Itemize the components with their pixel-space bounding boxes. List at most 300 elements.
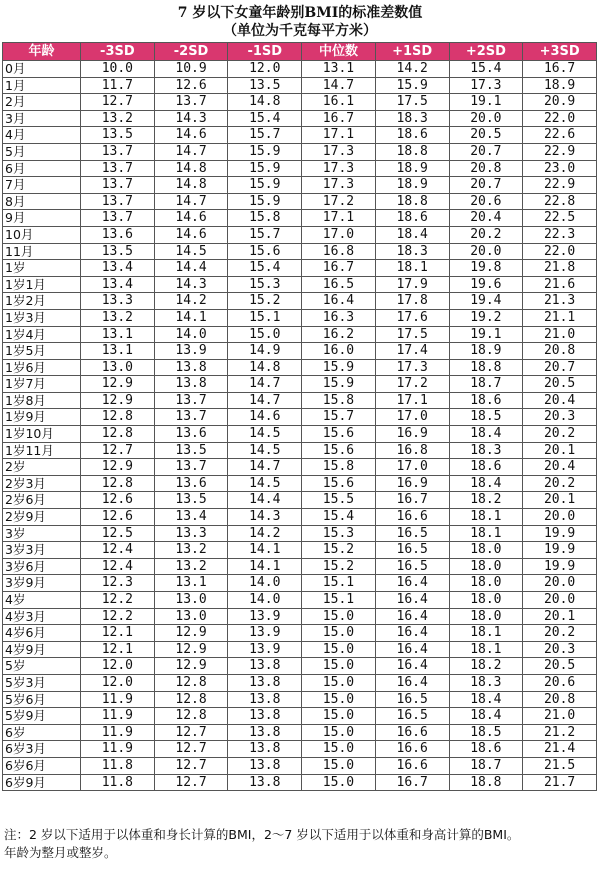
minus1sd-cell: 14.0 — [228, 575, 302, 592]
minus2sd-cell: 13.2 — [154, 542, 228, 559]
table-body — [3, 61, 597, 791]
age-cell: 2岁3月 — [3, 475, 81, 492]
plus3sd-cell: 19.9 — [523, 525, 597, 542]
minus3sd-cell: 12.6 — [81, 509, 155, 526]
minus3sd-cell: 13.4 — [81, 260, 155, 277]
median-cell: 16.0 — [302, 343, 376, 360]
plus1sd-cell: 17.6 — [375, 309, 449, 326]
header-plus2sd: +2SD — [449, 43, 523, 61]
table-row — [3, 558, 597, 575]
minus3sd-cell: 12.0 — [81, 674, 155, 691]
plus3sd-cell: 19.9 — [523, 558, 597, 575]
plus1sd-cell: 17.2 — [375, 376, 449, 393]
plus3sd-cell: 22.0 — [523, 243, 597, 260]
minus3sd-cell: 12.2 — [81, 592, 155, 609]
minus3sd-cell: 13.2 — [81, 309, 155, 326]
plus2sd-cell: 18.6 — [449, 741, 523, 758]
minus2sd-cell: 13.5 — [154, 492, 228, 509]
plus2sd-cell: 19.1 — [449, 326, 523, 343]
plus2sd-cell: 18.0 — [449, 542, 523, 559]
plus2sd-cell: 19.8 — [449, 260, 523, 277]
footnote-line-1: 注：2 岁以下适用于以体重和身长计算的BMI，2～7 岁以下适用于以体重和身高计算的BMI。 — [4, 827, 520, 842]
plus2sd-cell: 20.5 — [449, 127, 523, 144]
minus2sd-cell: 13.6 — [154, 475, 228, 492]
plus2sd-cell: 20.8 — [449, 160, 523, 177]
minus1sd-cell: 15.9 — [228, 177, 302, 194]
minus3sd-cell: 11.8 — [81, 774, 155, 791]
plus1sd-cell: 18.8 — [375, 193, 449, 210]
age-cell: 6岁9月 — [3, 774, 81, 791]
median-cell: 15.9 — [302, 376, 376, 393]
age-cell: 1岁9月 — [3, 409, 81, 426]
minus3sd-cell: 11.9 — [81, 708, 155, 725]
median-cell: 15.7 — [302, 409, 376, 426]
age-cell: 1岁6月 — [3, 359, 81, 376]
plus1sd-cell: 17.5 — [375, 326, 449, 343]
minus1sd-cell: 14.8 — [228, 359, 302, 376]
minus2sd-cell: 14.6 — [154, 127, 228, 144]
minus3sd-cell: 12.2 — [81, 608, 155, 625]
median-cell: 17.2 — [302, 193, 376, 210]
plus2sd-cell: 18.4 — [449, 691, 523, 708]
table-row — [3, 94, 597, 111]
minus2sd-cell: 13.2 — [154, 558, 228, 575]
plus2sd-cell: 18.1 — [449, 625, 523, 642]
minus3sd-cell: 13.4 — [81, 276, 155, 293]
age-cell: 6岁3月 — [3, 741, 81, 758]
plus1sd-cell: 18.9 — [375, 177, 449, 194]
minus2sd-cell: 14.4 — [154, 260, 228, 277]
page-subtitle-unit: （单位为千克每平方米） — [223, 23, 377, 39]
minus2sd-cell: 14.8 — [154, 160, 228, 177]
median-cell: 15.8 — [302, 392, 376, 409]
minus3sd-cell: 12.1 — [81, 625, 155, 642]
minus1sd-cell: 13.9 — [228, 641, 302, 658]
plus1sd-cell: 16.5 — [375, 708, 449, 725]
age-cell: 5岁3月 — [3, 674, 81, 691]
table-header-row — [3, 43, 597, 61]
table-row — [3, 110, 597, 127]
table-row — [3, 757, 597, 774]
plus1sd-cell: 14.2 — [375, 61, 449, 78]
table-row — [3, 608, 597, 625]
plus3sd-cell: 20.6 — [523, 674, 597, 691]
minus1sd-cell: 14.1 — [228, 542, 302, 559]
minus3sd-cell: 11.9 — [81, 724, 155, 741]
age-cell: 1岁1月 — [3, 276, 81, 293]
table-row — [3, 525, 597, 542]
minus1sd-cell: 15.9 — [228, 160, 302, 177]
minus2sd-cell: 12.7 — [154, 741, 228, 758]
minus2sd-cell: 12.7 — [154, 774, 228, 791]
minus3sd-cell: 12.5 — [81, 525, 155, 542]
minus3sd-cell: 11.9 — [81, 691, 155, 708]
minus3sd-cell: 12.7 — [81, 94, 155, 111]
plus2sd-cell: 18.0 — [449, 575, 523, 592]
age-cell: 1岁3月 — [3, 309, 81, 326]
age-cell: 7月 — [3, 177, 81, 194]
plus1sd-cell: 18.6 — [375, 127, 449, 144]
minus2sd-cell: 14.1 — [154, 309, 228, 326]
minus2sd-cell: 14.5 — [154, 243, 228, 260]
minus2sd-cell: 13.1 — [154, 575, 228, 592]
median-cell: 15.3 — [302, 525, 376, 542]
minus1sd-cell: 14.1 — [228, 558, 302, 575]
age-cell: 3岁6月 — [3, 558, 81, 575]
minus2sd-cell: 12.7 — [154, 757, 228, 774]
minus3sd-cell: 12.8 — [81, 426, 155, 443]
minus2sd-cell: 14.3 — [154, 276, 228, 293]
minus3sd-cell: 13.5 — [81, 127, 155, 144]
plus2sd-cell: 18.5 — [449, 409, 523, 426]
plus2sd-cell: 19.6 — [449, 276, 523, 293]
age-cell: 5月 — [3, 143, 81, 160]
plus3sd-cell: 20.3 — [523, 409, 597, 426]
table-row — [3, 376, 597, 393]
median-cell: 15.9 — [302, 359, 376, 376]
bmi-sd-table — [2, 42, 597, 791]
plus3sd-cell: 20.2 — [523, 426, 597, 443]
plus2sd-cell: 20.4 — [449, 210, 523, 227]
minus2sd-cell: 14.6 — [154, 226, 228, 243]
minus2sd-cell: 10.9 — [154, 61, 228, 78]
minus1sd-cell: 15.9 — [228, 193, 302, 210]
median-cell: 15.0 — [302, 741, 376, 758]
plus3sd-cell: 21.8 — [523, 260, 597, 277]
minus3sd-cell: 12.9 — [81, 376, 155, 393]
plus1sd-cell: 15.9 — [375, 77, 449, 94]
median-cell: 15.0 — [302, 674, 376, 691]
minus2sd-cell: 13.7 — [154, 459, 228, 476]
minus1sd-cell: 13.8 — [228, 674, 302, 691]
minus3sd-cell: 12.7 — [81, 442, 155, 459]
page-title: 7 岁以下女童年龄别BMI的标准差数值 — [177, 5, 423, 21]
table-row — [3, 61, 597, 78]
plus1sd-cell: 17.3 — [375, 359, 449, 376]
table-row — [3, 243, 597, 260]
age-cell: 10月 — [3, 226, 81, 243]
minus2sd-cell: 14.7 — [154, 143, 228, 160]
plus1sd-cell: 17.8 — [375, 293, 449, 310]
median-cell: 16.5 — [302, 276, 376, 293]
plus2sd-cell: 19.1 — [449, 94, 523, 111]
plus3sd-cell: 21.6 — [523, 276, 597, 293]
plus1sd-cell: 16.4 — [375, 658, 449, 675]
median-cell: 17.1 — [302, 127, 376, 144]
plus3sd-cell: 20.1 — [523, 442, 597, 459]
plus1sd-cell: 18.4 — [375, 226, 449, 243]
minus3sd-cell: 12.6 — [81, 492, 155, 509]
age-cell: 6月 — [3, 160, 81, 177]
plus1sd-cell: 16.6 — [375, 724, 449, 741]
minus3sd-cell: 13.1 — [81, 343, 155, 360]
minus2sd-cell: 13.5 — [154, 442, 228, 459]
median-cell: 15.0 — [302, 625, 376, 642]
plus3sd-cell: 16.7 — [523, 61, 597, 78]
table-row — [3, 392, 597, 409]
minus1sd-cell: 14.9 — [228, 343, 302, 360]
minus2sd-cell: 14.6 — [154, 210, 228, 227]
plus1sd-cell: 17.9 — [375, 276, 449, 293]
minus3sd-cell: 12.8 — [81, 409, 155, 426]
table-row — [3, 442, 597, 459]
table-row — [3, 193, 597, 210]
age-cell: 2岁 — [3, 459, 81, 476]
age-cell: 1岁2月 — [3, 293, 81, 310]
plus2sd-cell: 18.6 — [449, 459, 523, 476]
age-cell: 5岁 — [3, 658, 81, 675]
median-cell: 17.3 — [302, 143, 376, 160]
minus1sd-cell: 14.5 — [228, 475, 302, 492]
age-cell: 1岁11月 — [3, 442, 81, 459]
plus3sd-cell: 20.4 — [523, 459, 597, 476]
plus2sd-cell: 15.4 — [449, 61, 523, 78]
age-cell: 4月 — [3, 127, 81, 144]
minus1sd-cell: 12.0 — [228, 61, 302, 78]
minus3sd-cell: 13.7 — [81, 143, 155, 160]
plus3sd-cell: 20.0 — [523, 592, 597, 609]
plus1sd-cell: 16.4 — [375, 608, 449, 625]
median-cell: 15.0 — [302, 608, 376, 625]
age-cell: 5岁9月 — [3, 708, 81, 725]
age-cell: 3岁3月 — [3, 542, 81, 559]
plus2sd-cell: 19.2 — [449, 309, 523, 326]
minus1sd-cell: 15.4 — [228, 110, 302, 127]
minus1sd-cell: 13.8 — [228, 757, 302, 774]
table-row — [3, 774, 597, 791]
minus2sd-cell: 13.7 — [154, 409, 228, 426]
plus3sd-cell: 20.5 — [523, 376, 597, 393]
minus3sd-cell: 13.3 — [81, 293, 155, 310]
table-row — [3, 475, 597, 492]
plus1sd-cell: 18.9 — [375, 160, 449, 177]
age-cell: 3岁9月 — [3, 575, 81, 592]
table-row — [3, 592, 597, 609]
minus2sd-cell: 14.7 — [154, 193, 228, 210]
minus3sd-cell: 12.0 — [81, 658, 155, 675]
plus2sd-cell: 20.2 — [449, 226, 523, 243]
minus1sd-cell: 15.4 — [228, 260, 302, 277]
minus1sd-cell: 15.7 — [228, 226, 302, 243]
table-row — [3, 575, 597, 592]
plus1sd-cell: 18.3 — [375, 110, 449, 127]
minus3sd-cell: 12.4 — [81, 558, 155, 575]
age-cell: 11月 — [3, 243, 81, 260]
table-row — [3, 293, 597, 310]
table-row — [3, 260, 597, 277]
plus1sd-cell: 16.5 — [375, 542, 449, 559]
table-row — [3, 343, 597, 360]
table-row — [3, 674, 597, 691]
minus1sd-cell: 13.8 — [228, 708, 302, 725]
age-cell: 1岁5月 — [3, 343, 81, 360]
table-row — [3, 426, 597, 443]
minus3sd-cell: 11.9 — [81, 741, 155, 758]
age-cell: 2岁6月 — [3, 492, 81, 509]
plus2sd-cell: 18.4 — [449, 426, 523, 443]
plus3sd-cell: 20.2 — [523, 625, 597, 642]
minus3sd-cell: 13.7 — [81, 160, 155, 177]
median-cell: 17.0 — [302, 226, 376, 243]
median-cell: 15.0 — [302, 691, 376, 708]
median-cell: 15.8 — [302, 459, 376, 476]
minus1sd-cell: 14.7 — [228, 459, 302, 476]
plus3sd-cell: 21.0 — [523, 326, 597, 343]
minus2sd-cell: 13.3 — [154, 525, 228, 542]
plus2sd-cell: 18.0 — [449, 592, 523, 609]
minus2sd-cell: 13.6 — [154, 426, 228, 443]
median-cell: 15.0 — [302, 724, 376, 741]
median-cell: 17.3 — [302, 160, 376, 177]
median-cell: 15.0 — [302, 641, 376, 658]
minus1sd-cell: 13.9 — [228, 608, 302, 625]
age-cell: 3岁 — [3, 525, 81, 542]
plus2sd-cell: 20.0 — [449, 110, 523, 127]
minus3sd-cell: 13.2 — [81, 110, 155, 127]
plus3sd-cell: 21.3 — [523, 293, 597, 310]
minus2sd-cell: 13.0 — [154, 608, 228, 625]
minus1sd-cell: 15.0 — [228, 326, 302, 343]
age-cell: 1月 — [3, 77, 81, 94]
plus3sd-cell: 21.4 — [523, 741, 597, 758]
plus1sd-cell: 17.0 — [375, 459, 449, 476]
median-cell: 15.1 — [302, 592, 376, 609]
minus2sd-cell: 12.9 — [154, 625, 228, 642]
plus2sd-cell: 18.0 — [449, 558, 523, 575]
minus1sd-cell: 13.8 — [228, 724, 302, 741]
plus2sd-cell: 18.3 — [449, 674, 523, 691]
table-row — [3, 177, 597, 194]
plus1sd-cell: 18.3 — [375, 243, 449, 260]
plus3sd-cell: 20.4 — [523, 392, 597, 409]
plus2sd-cell: 20.6 — [449, 193, 523, 210]
minus1sd-cell: 13.8 — [228, 774, 302, 791]
plus3sd-cell: 20.5 — [523, 658, 597, 675]
median-cell: 15.0 — [302, 757, 376, 774]
minus2sd-cell: 12.8 — [154, 674, 228, 691]
plus3sd-cell: 20.3 — [523, 641, 597, 658]
age-cell: 2岁9月 — [3, 509, 81, 526]
median-cell: 15.0 — [302, 708, 376, 725]
plus1sd-cell: 16.6 — [375, 741, 449, 758]
plus1sd-cell: 16.6 — [375, 509, 449, 526]
minus1sd-cell: 14.4 — [228, 492, 302, 509]
minus2sd-cell: 12.9 — [154, 641, 228, 658]
plus3sd-cell: 22.6 — [523, 127, 597, 144]
minus1sd-cell: 15.2 — [228, 293, 302, 310]
plus2sd-cell: 18.1 — [449, 509, 523, 526]
plus1sd-cell: 16.4 — [375, 575, 449, 592]
plus1sd-cell: 16.4 — [375, 592, 449, 609]
minus1sd-cell: 14.0 — [228, 592, 302, 609]
table-row — [3, 625, 597, 642]
plus3sd-cell: 22.5 — [523, 210, 597, 227]
header-minus1sd: -1SD — [228, 43, 302, 61]
minus2sd-cell: 13.0 — [154, 592, 228, 609]
median-cell: 15.6 — [302, 426, 376, 443]
minus1sd-cell: 13.8 — [228, 691, 302, 708]
plus1sd-cell: 16.9 — [375, 475, 449, 492]
age-cell: 0月 — [3, 61, 81, 78]
minus2sd-cell: 13.7 — [154, 392, 228, 409]
median-cell: 15.2 — [302, 542, 376, 559]
minus3sd-cell: 13.7 — [81, 210, 155, 227]
median-cell: 13.1 — [302, 61, 376, 78]
minus2sd-cell: 14.2 — [154, 293, 228, 310]
median-cell: 16.4 — [302, 293, 376, 310]
median-cell: 14.7 — [302, 77, 376, 94]
header-median: 中位数 — [302, 43, 376, 61]
plus1sd-cell: 16.5 — [375, 525, 449, 542]
minus1sd-cell: 14.5 — [228, 442, 302, 459]
plus3sd-cell: 22.3 — [523, 226, 597, 243]
table-row — [3, 542, 597, 559]
minus2sd-cell: 13.7 — [154, 94, 228, 111]
plus3sd-cell: 20.1 — [523, 492, 597, 509]
plus1sd-cell: 16.8 — [375, 442, 449, 459]
minus1sd-cell: 15.6 — [228, 243, 302, 260]
table-row — [3, 459, 597, 476]
age-cell: 4岁 — [3, 592, 81, 609]
table-row — [3, 724, 597, 741]
minus3sd-cell: 13.0 — [81, 359, 155, 376]
plus2sd-cell: 18.7 — [449, 757, 523, 774]
minus1sd-cell: 15.8 — [228, 210, 302, 227]
header-minus3sd: -3SD — [81, 43, 155, 61]
header-age: 年龄 — [3, 43, 81, 61]
plus2sd-cell: 20.7 — [449, 143, 523, 160]
plus2sd-cell: 18.4 — [449, 475, 523, 492]
table-row — [3, 658, 597, 675]
plus2sd-cell: 17.3 — [449, 77, 523, 94]
age-cell: 1岁8月 — [3, 392, 81, 409]
minus2sd-cell: 12.6 — [154, 77, 228, 94]
table-row — [3, 359, 597, 376]
plus3sd-cell: 22.0 — [523, 110, 597, 127]
minus2sd-cell: 12.8 — [154, 691, 228, 708]
plus2sd-cell: 18.2 — [449, 658, 523, 675]
plus3sd-cell: 21.0 — [523, 708, 597, 725]
minus1sd-cell: 13.9 — [228, 625, 302, 642]
minus1sd-cell: 13.8 — [228, 658, 302, 675]
median-cell: 16.8 — [302, 243, 376, 260]
minus2sd-cell: 14.8 — [154, 177, 228, 194]
median-cell: 15.6 — [302, 475, 376, 492]
table-row — [3, 226, 597, 243]
plus3sd-cell: 23.0 — [523, 160, 597, 177]
minus2sd-cell: 13.9 — [154, 343, 228, 360]
plus2sd-cell: 20.7 — [449, 177, 523, 194]
age-cell: 1岁 — [3, 260, 81, 277]
plus3sd-cell: 20.1 — [523, 608, 597, 625]
plus3sd-cell: 20.0 — [523, 509, 597, 526]
median-cell: 15.2 — [302, 558, 376, 575]
minus1sd-cell: 15.3 — [228, 276, 302, 293]
median-cell: 15.0 — [302, 658, 376, 675]
median-cell: 16.3 — [302, 309, 376, 326]
plus1sd-cell: 16.5 — [375, 558, 449, 575]
table-row — [3, 326, 597, 343]
plus3sd-cell: 21.2 — [523, 724, 597, 741]
median-cell: 17.3 — [302, 177, 376, 194]
plus2sd-cell: 18.8 — [449, 774, 523, 791]
minus3sd-cell: 12.3 — [81, 575, 155, 592]
plus1sd-cell: 16.4 — [375, 625, 449, 642]
age-cell: 6岁 — [3, 724, 81, 741]
plus2sd-cell: 18.5 — [449, 724, 523, 741]
plus3sd-cell: 22.8 — [523, 193, 597, 210]
minus1sd-cell: 15.1 — [228, 309, 302, 326]
